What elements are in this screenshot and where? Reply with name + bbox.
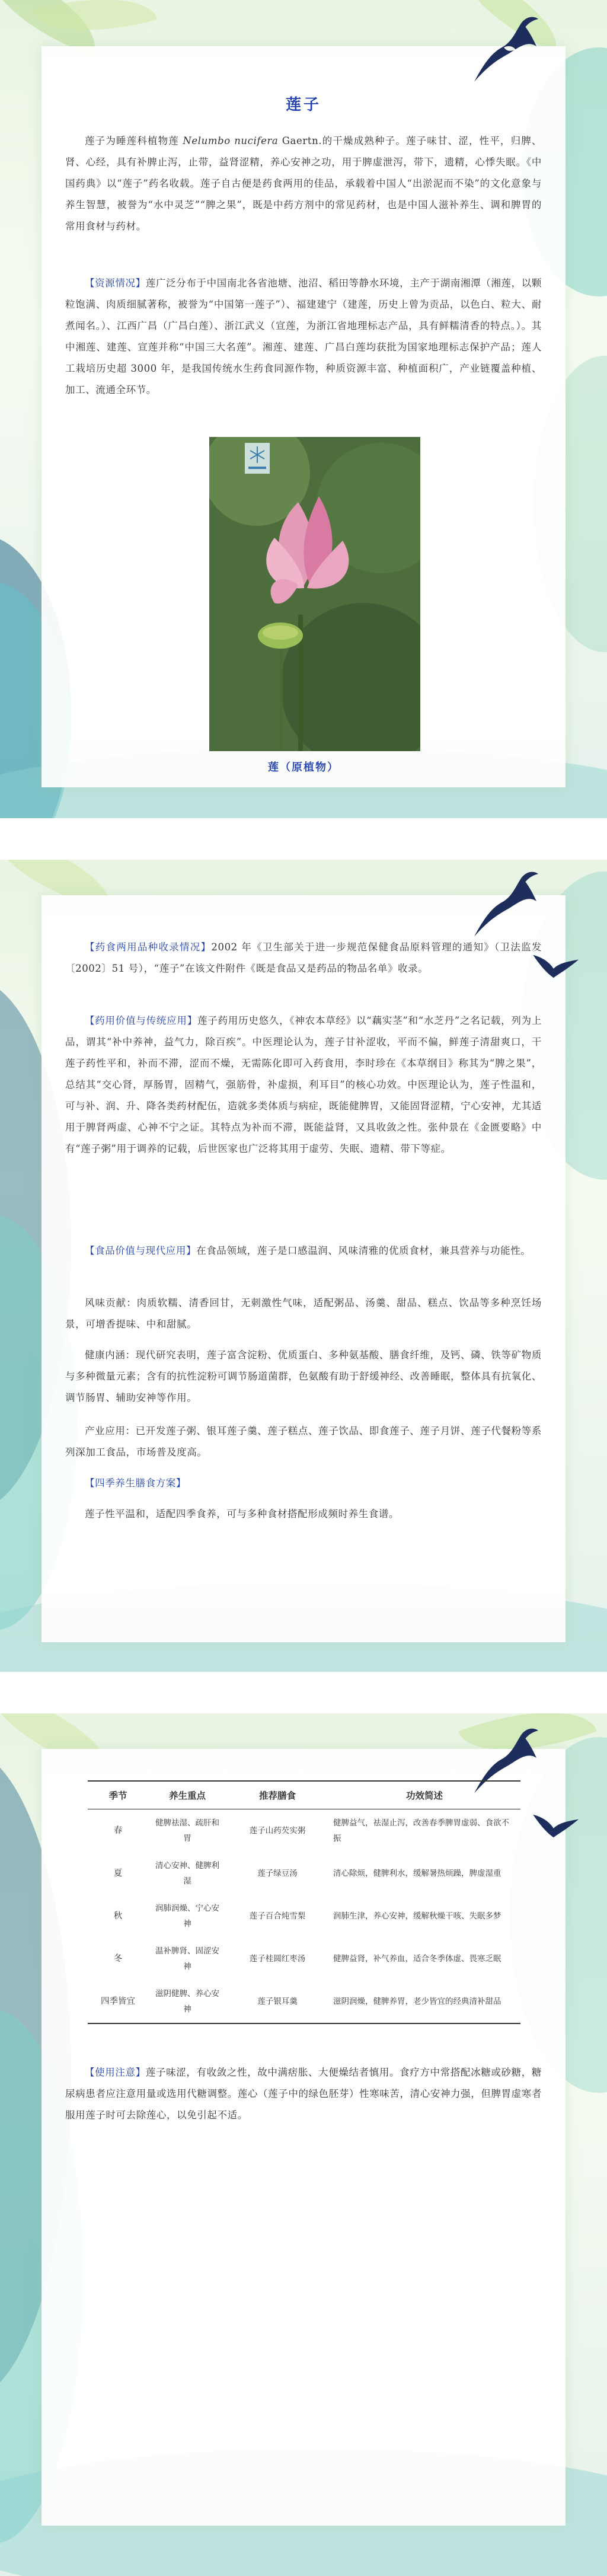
- table-row: [88, 1980, 520, 2023]
- table-cell: 秋: [113, 1911, 123, 1921]
- table-cell: 莲子绿豆汤: [257, 1869, 298, 1878]
- resource-text: 莲广泛分布于中国南北各省池塘、池沼、稻田等静水环境，主产于湖南湘潭（湘莲，以颗粒饱满、肉质细腻著称，被誉为“中国第一莲子”）、福建建宁（建莲，历史上曾为贡品，以色白、粒大、耐煮闻名。）、江西广昌（广昌白莲）、浙江武义（宣莲，为浙江省地理标志产品，具有鲜糯清香的特点。）。其中湘莲、建莲、宣莲并称“中国三大名莲”。湘莲、建莲、广昌白莲均获批为国家地理标志保护产品；莲人工栽培历史超 3000 年，是我国传统水生药食同源作物，种质资源丰富、种植面积广，产业链覆盖种植、加工、流通全环节。: [65, 277, 542, 395]
- seasonal-heading-paragraph: [65, 1473, 542, 1494]
- table-cell: 春: [113, 1826, 123, 1836]
- inclusion-text: 2002 年《卫生部关于进一步规范保健食品原料管理的通知》（卫法监发〔2002〕51 号），“莲子”在该文件附件《既是食品又是药品的物品名单》收录。: [65, 941, 542, 974]
- table-cell: 健脾祛湿、疏肝和胃: [155, 1818, 219, 1843]
- table-cell: 清心安神、健脾利湿: [155, 1861, 219, 1886]
- table-cell: 莲子山药芡实粥: [249, 1826, 306, 1836]
- swallow-bird-icon: [462, 866, 545, 943]
- content-card: [41, 895, 566, 1642]
- table-cell: 莲子百合炖雪梨: [249, 1911, 306, 1921]
- page-separator: [0, 1672, 607, 1713]
- page-title: 莲子: [285, 96, 321, 114]
- table-header-row: [88, 1781, 520, 1809]
- inclusion-paragraph: [65, 937, 542, 979]
- table-row: [88, 1809, 520, 1853]
- table-header-cell: 养生重点: [148, 1781, 226, 1809]
- table-cell: 滋阴润燥，健脾养胃，老少皆宜的经典清补甜品: [328, 1980, 520, 2023]
- inclusion-label: 【药食两用品种收录情况】: [85, 941, 212, 953]
- seasonal-intro-paragraph: 莲子性平温和，适配四季食养，可与多种食材搭配形成频时养生食谱。: [85, 1508, 400, 1520]
- page-separator: [0, 818, 607, 860]
- table-cell: 健脾益气，祛湿止泻，改善春季脾胃虚弱、食欲不振: [333, 1818, 509, 1843]
- medicinal-paragraph: [65, 1010, 542, 1160]
- food-value-paragraph: [65, 1240, 542, 1262]
- intro-paragraph: [65, 130, 542, 237]
- lotus-plant-photo: [209, 437, 420, 751]
- table-cell: 润肺润燥、宁心安神: [155, 1904, 219, 1929]
- leaf-decoration: [32, 0, 157, 50]
- seasonal-label: 【四季养生膳食方案】: [85, 1477, 186, 1489]
- food-value-label: 【食品价值与现代应用】: [85, 1245, 197, 1256]
- flavor-paragraph: 风味贡献：肉质软糯、清香回甘，无刺激性气味，适配粥品、汤羹、甜品、糕点、饮品等多种烹饪场景，可增香提味、中和甜腻。: [65, 1297, 542, 1330]
- table-row: [88, 1895, 520, 1937]
- table-header-cell: 季节: [88, 1781, 148, 1809]
- table-row: [88, 1852, 520, 1895]
- photo-caption: 莲（原植物）: [268, 761, 339, 774]
- health-paragraph: 健康内涵：现代研究表明，莲子富含淀粉、优质蛋白、多种氨基酸、膳食纤维，及钙、磷、铁等矿物质与多种微量元素；含有的抗性淀粉可调节肠道菌群，色氨酸有助于舒缓神经、改善睡眠，整体具有抗氧化、调节肠胃、辅助安神等作用。: [65, 1349, 542, 1403]
- resource-label: 【资源情况】: [85, 277, 146, 289]
- swallow-bird-icon: [462, 11, 545, 88]
- page-1: [0, 0, 607, 818]
- table-cell: 夏: [113, 1869, 123, 1878]
- medicinal-text: 莲子药用历史悠久，《神农本草经》以“藕实茎”和“水芝丹”之名记载，列为上品，谓其“补中养神，益气力，除百疾”。中医理论认为，莲子甘补涩收，平而不偏，鲜莲子清甜爽口，干莲子药性平和，补而不滞，涩而不燥，无需陈化即可入药食用，李时珍在《本草纲目》称其为“脾之果”，总结其“交心肾，厚肠胃，固精气，强筋骨，补虚损，利耳目”的核心功效。中医理论认为，莲子性温和，可与补、润、升、降各类药材配伍，造就多类体质与病症，既能健脾胃，又能固肾涩精，宁心安神，尤其适用于脾肾两虚、心神不宁之证。其特点为补而不滞，既能益肾，又具收敛之性。张仲景在《金匮要略》中有“莲子粥”用于调养的记载，后世医家也广泛将其用于虚劳、失眠、遗精、带下等症。: [65, 1015, 542, 1154]
- table-cell: 莲子银耳羹: [226, 1980, 328, 2023]
- seasonal-diet-table: [88, 1780, 520, 2024]
- table-cell: 清心除烦，健脾利水，缓解暑热烦躁，脾虚湿重: [333, 1869, 501, 1878]
- table-cell: 滋阴健脾、养心安神: [148, 1980, 226, 2023]
- table-header-cell: 推荐膳食: [226, 1781, 328, 1809]
- usage-note-paragraph: [65, 2062, 542, 2126]
- table-row: [88, 1937, 520, 1980]
- swallow-bird-icon: [516, 1796, 587, 1856]
- table-header-cell: 功效简述: [328, 1781, 520, 1809]
- table-cell: 莲子桂圆红枣汤: [249, 1954, 306, 1964]
- table-cell: 润肺生津，养心安神，缓解秋燥干咳、失眠多梦: [333, 1911, 501, 1921]
- medicinal-label: 【药用价值与传统应用】: [85, 1015, 197, 1026]
- latin-name: Nelumbo nucifera: [183, 135, 279, 146]
- intro-text-rest: Gaertn.的干燥成熟种子。莲子味甘、涩，性平，归脾、肾、心经，具有补脾止泻，止带，益肾涩精，养心安神之功，用于脾虚泄泻，带下，遗精，心悸失眠。《中国药典》以“莲子”药名收载。莲子自古便是药食两用的佳品，承载着中国人“出淤泥而不染”的文化意象与养生智慧，被誉为“水中灵芝”“脾之果”，既是中药方剂中的常见药材，也是中国人滋补养生、调和脾胃的常用食材与药材。: [65, 135, 542, 232]
- food-value-text: 在食品领域，莲子是口感温润、风味清雅的优质食材，兼具营养与功能性。: [196, 1245, 531, 1256]
- usage-text: 莲子味涩，有收敛之性，故中满痞胀、大便燥结者慎用。食疗方中常搭配冰糖或砂糖，糖尿病患者应注意用量或选用代糖调整。莲心（莲子中的绿色胚芽）性寒味苦，清心安神力强，但脾胃虚寒者服用莲子时可去除莲心，以免引起不适。: [65, 2067, 542, 2121]
- table-cell: 四季皆宜: [88, 1980, 148, 2023]
- resource-paragraph: [65, 273, 542, 401]
- table-cell: 健脾益肾，补气养血，适合冬季体虚、畏寒乏眠: [333, 1954, 501, 1964]
- usage-label: 【使用注意】: [85, 2067, 146, 2078]
- industry-paragraph: 产业应用：已开发莲子粥、银耳莲子羹、莲子糕点、莲子饮品、即食莲子、莲子月饼、莲子代餐粉等系列深加工食品，市场普及度高。: [65, 1425, 542, 1458]
- table-cell: 冬: [113, 1954, 123, 1964]
- page-2: [0, 860, 607, 1672]
- table-cell: 温补脾肾、固涩安神: [155, 1946, 219, 1971]
- snowflake-logo-icon: [245, 443, 270, 474]
- intro-text: 莲子为睡莲科植物莲: [85, 135, 183, 146]
